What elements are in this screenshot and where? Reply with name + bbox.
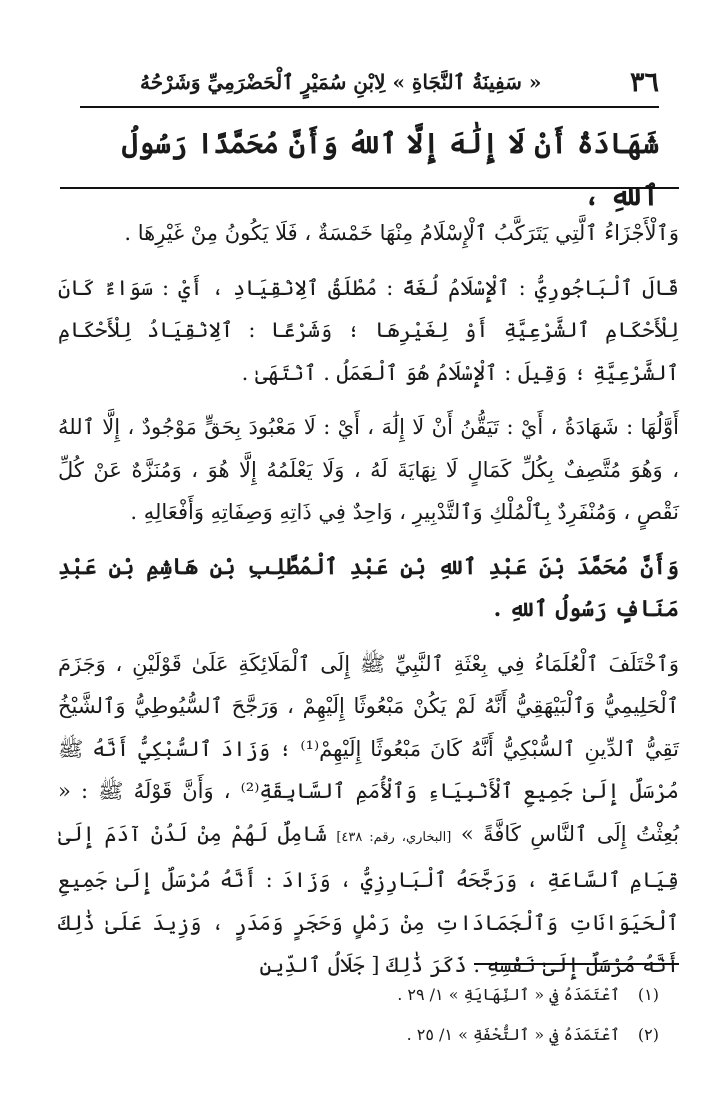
footnotes [60, 975, 659, 1055]
bukhari-reference: [البخاري، رقم: ٤٣٨] [336, 829, 452, 845]
matn-separator-rule [60, 187, 679, 189]
page-header [140, 62, 659, 102]
paragraph-first-pillar: أَوَّلُهَا : شَهَادَةُ ، أَيْ : تَيَقُّنُ أَنْ لَا إِلَٰهَ ، أَيْ : لَا مَعْبُودَ بِحَقٍّ مَوْجُودٌ ، إِلَّا ٱللهُ ، وَهُوَ مُتَّصِفٌ بِكُلِّ كَمَالٍ لَا نِهَايَةَ لَهُ ، وَلَا يَعْلَمُهُ إِلَّا هُوَ ، وَمُنَزَّهٌ عَنْ كُلِّ نَقْصٍ ، وَمُنْفَرِدٌ بِٱلْمُلْكِ وَٱلتَّدْبِيرِ ، وَاحِدٌ فِي ذَاتِهِ وَصِفَاتِهِ وَأَفْعَالِهِ . [58, 415, 679, 524]
footnote-text: ٱعْتَمَدَهُ فِي « ٱلتُّحْفَةِ » ١/ ٢٥ . [406, 1025, 620, 1044]
scholars-dispute-text: وَٱخْتَلَفَ ٱلْعُلَمَاءُ فِي بِعْثَةِ ٱلنَّبِيِّ ﷺ إِلَى ٱلْمَلَائِكَةِ عَلَىٰ قَوْلَيْنِ ، وَجَزَمَ ٱلْحَلِيمِيُّ وَٱلْبَيْهَقِيُّ أَنَّهُ لَمْ يَكُنْ مَبْعُوثًا إِلَيْهِمْ ، وَرَجَّحَ ٱلسُّيُوطِيُّ وَٱلشَّيْخُ تَقِيُّ ٱلدِّينِ ٱلسُّبْكِيُّ أَنَّهُ كَانَ مَبْعُوثًا إِلَيْهِمْ⁽¹⁾ ؛ وَزَادَ ٱلسُّبْكِيُّ أَنَّهُ ﷺ مُرْسَلٌ إِلَىٰ جَمِيعِ ٱلْأَنْبِيَاءِ وَٱلْأُمَمِ ٱلسَّابِقَةِ⁽²⁾ ، وَأَنَّ قَوْلَهُ ﷺ : « بُعِثْتُ إِلَى ٱلنَّاسِ كَافَّةً » [58, 651, 680, 846]
footnote-separator [474, 963, 679, 965]
footnote-number: (١) [637, 985, 659, 1004]
header-rule [80, 106, 659, 108]
footnote-item [60, 1015, 659, 1055]
running-title: « سَفِينَةُ ٱلنَّجَاةِ » لِابْنِ سُمَيْرٍ ٱلْحَضْرَمِيِّ وَشَرْحُهُ [140, 70, 542, 94]
footnote-number: (٢) [637, 1025, 659, 1044]
paragraph-parts: وَٱلْأَجْزَاءُ ٱلَّتِي يَتَرَكَّبُ ٱلْإِسْلَامُ مِنْهَا خَمْسَةٌ ، فَلَا يَكُونُ مِنْ غَيْرِهَا . [124, 221, 679, 245]
footnote-item [60, 975, 659, 1015]
page-number: ٣٦ [629, 66, 659, 98]
scholars-dispute-continuation: شَامِلٌ لَهُمْ مِنْ لَدُنْ آدَمَ إِلَىٰ قِيَامِ ٱلسَّاعَةِ ، وَرَجَّحَهُ ٱلْبَارِزِيُّ ، وَزَادَ : أَنَّهُ مُرْسَلٌ إِلَىٰ جَمِيعِ ٱلْحَيَوَانَاتِ وَٱلْجَمَادَاتِ مِنْ رَمْلٍ وَحَجَرٍ وَمَدَرٍ ، وَزِيدَ عَلَىٰ ذَٰلِكَ أَنَّهُ مُرْسَلٌ إِلَىٰ نَفْسِهِ . ذَكَرَ ذَٰلِكَ [ جَلَالُ ٱلدِّينِ [58, 821, 679, 977]
paragraph-bajuri: قَالَ ٱلْبَاجُورِيُّ : ٱلْإِسْلَامُ لُغَةً : مُطْلَقُ ٱلِانْقِيَادِ ، أَيْ : سَوَاءٌ كَانَ لِلْأَحْكَامِ ٱلشَّرْعِيَّةِ أَوْ لِغَيْرِهَا ؛ وَشَرْعًا : ٱلِانْقِيَادُ لِلْأَحْكَامِ ٱلشَّرْعِيَّةِ ؛ وَقِيلَ : ٱلْإِسْلَامُ هُوَ ٱلْعَمَلُ . ٱنْتَهَىٰ . [58, 275, 679, 385]
commentary-body [58, 212, 679, 987]
matn-text: شَهَادَةُ أَنْ لَا إِلَٰهَ إِلَّا ٱللهُ وَأَنَّ مُحَمَّدًا رَسُولُ ٱللهِ ، [121, 127, 659, 212]
footnote-text: ٱعْتَمَدَهُ فِي « ٱلنِّهَايَةِ » ١/ ٢٩ . [397, 985, 620, 1004]
paragraph-prophet-lineage: وَأَنَّ مُحَمَّدَ بْنَ عَبْدِ ٱللهِ بْنِ عَبْدِ ٱلْمُطَّلِبِ بْنِ هَاشِمِ بْنِ عَبْدِ مَنَافٍ رَسُولُ ٱللهِ . [58, 553, 679, 622]
paragraph-scholars-dispute [58, 643, 679, 987]
